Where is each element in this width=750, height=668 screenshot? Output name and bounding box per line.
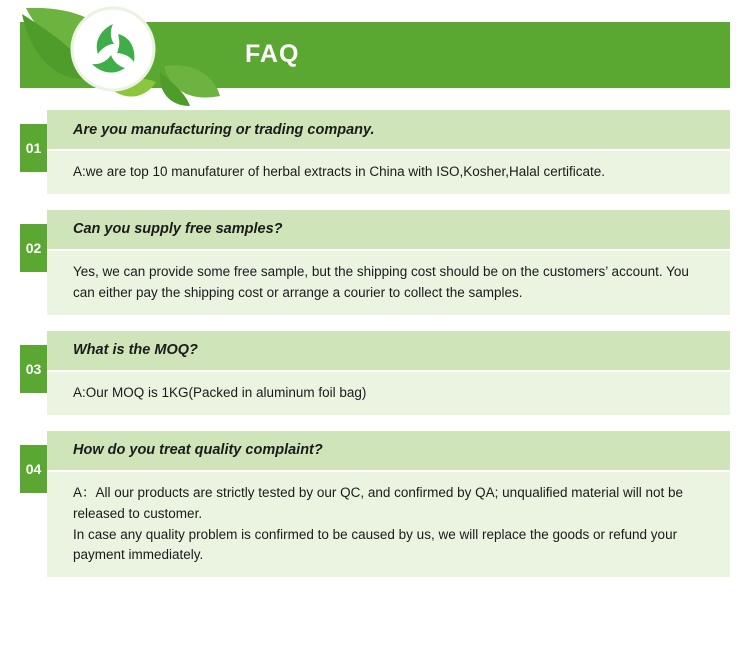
faq-item (20, 431, 730, 578)
faq-item (20, 331, 730, 415)
faq-answer-line: Yes, we can provide some free sample, but the shipping cost should be on the customers’ account. You can either pay the shipping cost or arrange a courier to collect the samples. (73, 263, 689, 300)
faq-answer-line: In case any quality problem is confirmed to be caused by us, we will replace the goods or refund your payment immediately. (73, 526, 678, 563)
page-header (0, 0, 750, 88)
faq-number: 01 (20, 124, 47, 172)
faq-number: 03 (20, 345, 47, 393)
faq-question: What is the MOQ? (47, 331, 730, 370)
faq-number: 02 (20, 224, 47, 272)
faq-number: 04 (20, 445, 47, 493)
faq-item (20, 210, 730, 315)
faq-answer-line: A:Our MOQ is 1KG(Packed in aluminum foil bag) (73, 384, 367, 400)
faq-item (20, 110, 730, 194)
faq-answer (47, 472, 730, 578)
faq-answer (47, 251, 730, 315)
page-title: FAQ (245, 40, 300, 68)
faq-list (0, 88, 750, 577)
faq-answer-line: A：All our products are strictly tested by our QC, and confirmed by QA; unqualified material will not be released to customer. (73, 484, 684, 521)
faq-question: How do you treat quality complaint? (47, 431, 730, 470)
faq-question: Are you manufacturing or trading company. (47, 110, 730, 149)
faq-answer (47, 151, 730, 194)
faq-question: Can you supply free samples? (47, 210, 730, 249)
faq-answer-line: A:we are top 10 manufaturer of herbal extracts in China with ISO,Kosher,Halal certificate. (73, 164, 606, 179)
faq-answer (47, 372, 730, 415)
